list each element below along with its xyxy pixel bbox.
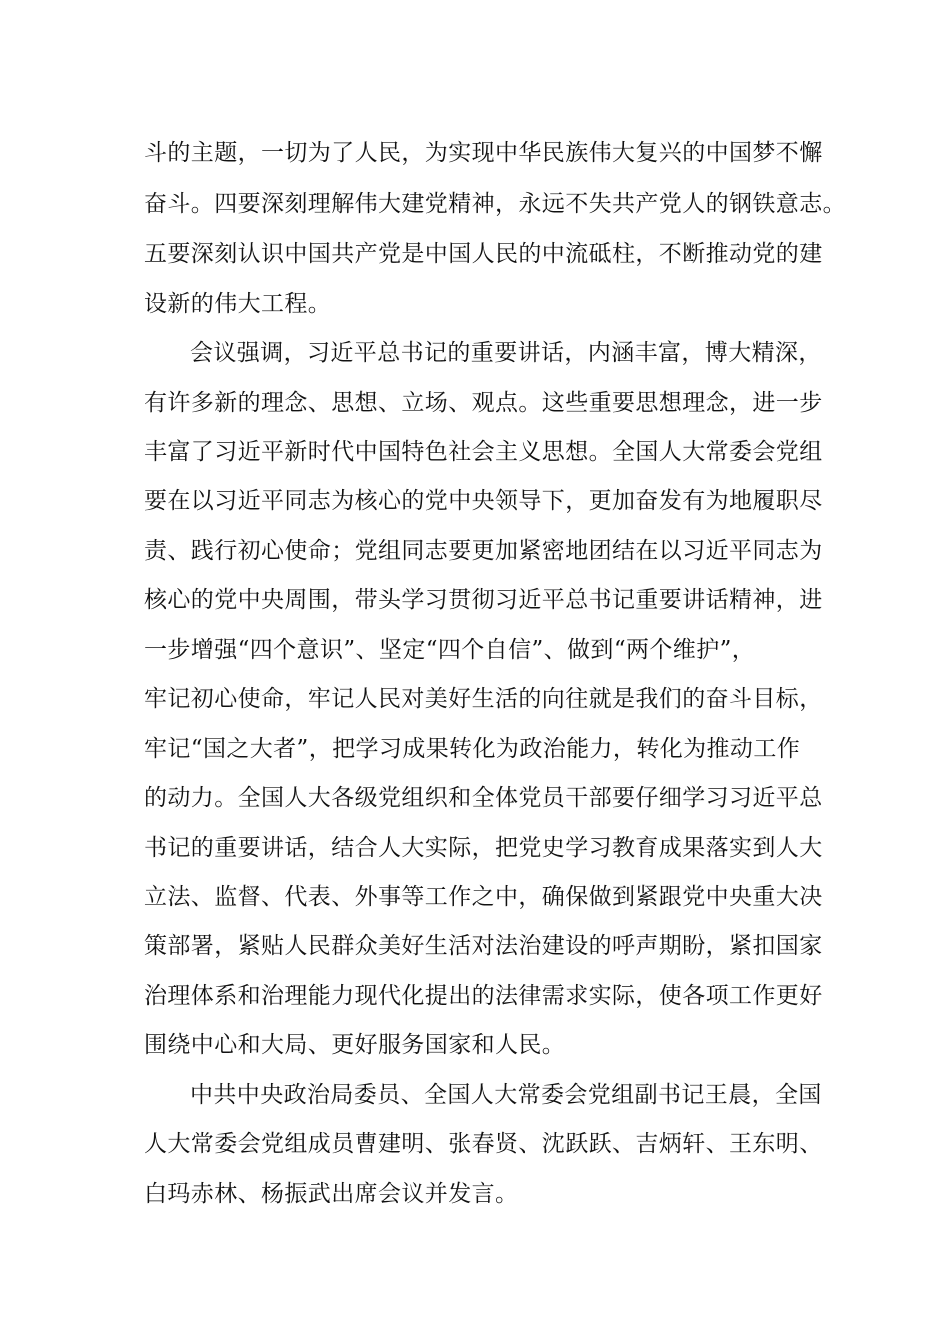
text-line: 围绕中心和大局、更好服务国家和人民。 <box>144 1032 566 1058</box>
text-line: 斗的主题，一切为了人民，为实现中华民族伟大复兴的中国梦不懈 <box>144 140 823 166</box>
text-line: 一步增强“四个意识”、坚定“四个自信”、做到“两个维护”， <box>144 637 756 663</box>
text-line: 牢记“国之大者”，把学习成果转化为政治能力，转化为推动工作 <box>144 736 801 762</box>
text-line: 设新的伟大工程。 <box>144 291 332 317</box>
text-line: 有许多新的理念、思想、立场、观点。这些重要思想理念，进一步 <box>144 390 823 416</box>
text-line: 核心的党中央周围，带头学习贯彻习近平总书记重要讲话精神，进 <box>144 587 823 613</box>
text-line: 立法、监督、代表、外事等工作之中，确保做到紧跟党中央重大决 <box>144 884 823 910</box>
text-line: 策部署，紧贴人民群众美好生活对法治建设的呼声期盼，紧扣国家 <box>144 933 823 959</box>
text-line: 人大常委会党组成员曹建明、张春贤、沈跃跃、吉炳轩、王东明、 <box>144 1131 823 1157</box>
text-line: 要在以习近平同志为核心的党中央领导下，更加奋发有为地履职尽 <box>144 488 823 514</box>
text-line: 五要深刻认识中国共产党是中国人民的中流砥柱，不断推动党的建 <box>144 241 823 267</box>
text-line: 中共中央政治局委员、全国人大常委会党组副书记王晨，全国 <box>190 1082 822 1108</box>
text-line: 牢记初心使命，牢记人民对美好生活的向往就是我们的奋斗目标， <box>144 686 823 712</box>
text-line: 治理体系和治理能力现代化提出的法律需求实际，使各项工作更好 <box>144 983 823 1009</box>
text-line: 会议强调，习近平总书记的重要讲话，内涵丰富，博大精深， <box>190 340 822 366</box>
text-line: 责、践行初心使命；党组同志要更加紧密地团结在以习近平同志为 <box>144 538 823 564</box>
text-line: 书记的重要讲话，结合人大实际，把党史学习教育成果落实到人大 <box>144 835 823 861</box>
text-line: 奋斗。四要深刻理解伟大建党精神，永远不失共产党人的钢铁意志。 <box>144 191 846 217</box>
text-line: 白玛赤林、杨振武出席会议并发言。 <box>144 1181 519 1207</box>
text-line: 丰富了习近平新时代中国特色社会主义思想。全国人大常委会党组 <box>144 439 823 465</box>
text-line: 的动力。全国人大各级党组织和全体党员干部要仔细学习习近平总 <box>144 785 823 811</box>
